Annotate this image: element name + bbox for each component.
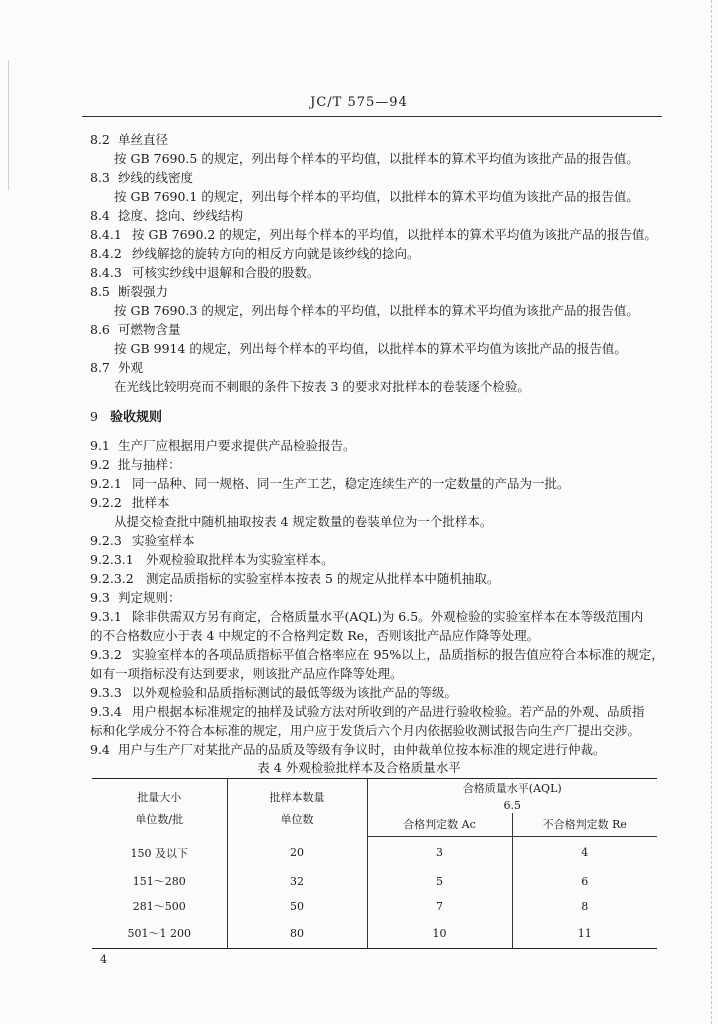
clause-number: 8.3 [90, 170, 110, 185]
cell-re: 6 [581, 874, 589, 888]
clause-text: 按 GB 7690.5 的规定，列出每个样本的平均值，以批样本的算术平均值为该批产品的报告值。 [114, 151, 639, 166]
lot-size-unit: 单位数/批 [135, 812, 184, 826]
clause-number: 9.2 [90, 457, 110, 472]
clause-number: 9.2.3.2 [90, 571, 134, 586]
clause-number: 9.2.2 [90, 495, 122, 510]
cell-ac: 5 [367, 869, 512, 894]
aql-value: 6.5 [503, 798, 521, 812]
text-line [90, 552, 334, 568]
clause-text: 可燃物含量 [118, 322, 181, 337]
cell-re: 11 [512, 919, 657, 949]
clause-number: 9.3 [90, 590, 110, 605]
col-reject-header: 不合格判定数 Re [512, 813, 657, 837]
table-4 [92, 778, 657, 949]
clause-text: 判定规则： [118, 590, 181, 605]
clause-text: 在光线比较明亮而不刺眼的条件下按表 3 的要求对批样本的卷装逐个检验。 [114, 379, 530, 394]
clause-text: 测定品质指标的实验室样本按表 5 的规定从批样本中随机抽取。 [146, 571, 500, 586]
clause-number: 9.3.4 [90, 704, 122, 719]
standard-code: JC/T 575—94 [310, 95, 408, 110]
aql-label: 合格质量水平(AQL) [462, 781, 562, 795]
clause-number: 9.2.3.1 [90, 552, 134, 567]
clause-text: 按 GB 7690.1 的规定，列出每个样本的平均值，以批样本的算术平均值为该批产品的报告值。 [114, 189, 639, 204]
text-line [90, 170, 193, 186]
cell-sample: 50 [227, 894, 367, 919]
text-line [90, 360, 143, 376]
text-line [90, 590, 181, 606]
clause-number: 9 [90, 409, 98, 424]
page-number: 4 [100, 953, 107, 966]
text-line [90, 666, 403, 682]
table-caption: 表 4 外观检验批样本及合格质量水平 [257, 760, 461, 775]
clause-text: 从提交检查批中随机抽取按表 4 规定数量的卷装单位为一个批样本。 [114, 514, 493, 529]
clause-text: 标和化学成分不符合本标准的规定，用户应于发货后六个月内依据验收测试报告向生产厂提出交涉。 [90, 723, 641, 738]
col-aql-header [367, 779, 657, 813]
section-title: 验收规则 [110, 410, 163, 425]
clause-text: 的不合格数应小于表 4 中规定的不合格判定数 Re，否则该批产品应作降等处理。 [90, 628, 540, 643]
clause-text: 生产厂应根据用户要求提供产品检验报告。 [118, 438, 356, 453]
text-line [90, 609, 643, 625]
col-accept-header: 合格判定数 Ac [367, 813, 512, 837]
clause-text: 按 GB 7690.2 的规定，列出每个样本的平均值，以批样本的算术平均值为该批产品的报告值。 [132, 227, 657, 242]
scan-margin-line [8, 60, 9, 190]
clause-text: 除非供需双方另有商定，合格质量水平(AQL)为 6.5。外观检验的实验室样本在本等级范围内 [132, 609, 644, 624]
table-row [92, 869, 657, 894]
clause-text: 外观 [118, 360, 144, 375]
clause-text: 外观检验取批样本为实验室样本。 [146, 552, 334, 567]
text-line [90, 246, 420, 262]
cell-lot: 501～1 200 [92, 919, 227, 949]
text-line [114, 189, 639, 205]
table-row [92, 919, 657, 949]
text-line [90, 742, 606, 758]
text-line [114, 303, 639, 319]
clause-text: 纱线的线密度 [118, 170, 194, 185]
cell-re: 4 [581, 846, 589, 860]
text-line [90, 628, 539, 644]
clause-text: 批与抽样： [118, 457, 181, 472]
clause-text: 按 GB 7690.3 的规定，列出每个样本的平均值，以批样本的算术平均值为该批产品的报告值。 [114, 303, 639, 318]
text-line [90, 208, 243, 224]
text-line [114, 151, 639, 167]
clause-text: 捻度、捻向、纱线结构 [118, 208, 244, 223]
cell-lot: 151～280 [92, 869, 227, 894]
lot-size-label: 批量大小 [137, 790, 182, 804]
clause-text: 批样本 [132, 495, 170, 510]
cell-ac: 10 [367, 919, 512, 949]
table-row [92, 837, 657, 869]
text-line [90, 647, 664, 663]
clause-number: 9.2.3 [90, 533, 122, 548]
col-sample-size-header [227, 779, 367, 837]
text-line [90, 704, 645, 720]
clause-text: 用户根据本标准规定的抽样及试验方法对所收到的产品进行验收检验。若产品的外观、品质指 [132, 704, 645, 719]
clause-text: 纱线解捻的旋转方向的相反方向就是该纱线的捻向。 [132, 246, 420, 261]
clause-number: 8.4.1 [90, 227, 122, 242]
scan-edge-line [711, 0, 712, 1024]
clause-text: 可核实纱线中退解和合股的股数。 [132, 265, 320, 280]
text-line [90, 685, 457, 701]
sample-size-label: 批样本数量 [269, 790, 325, 804]
text-line [90, 476, 570, 492]
sample-size-unit: 单位数 [280, 812, 314, 826]
clause-number: 9.4 [90, 742, 110, 757]
text-line [90, 227, 657, 243]
clause-text: 同一品种、同一规格、同一生产工艺，稳定连续生产的一定数量的产品为一批。 [132, 476, 570, 491]
cell-ac: 7 [367, 894, 512, 919]
clause-text: 断裂强力 [118, 284, 169, 299]
clause-text: 单丝直径 [118, 132, 169, 147]
text-line [90, 438, 356, 454]
text-line [90, 322, 181, 338]
text-line [114, 341, 627, 357]
clause-text: 实验室样本 [132, 533, 195, 548]
text-line [90, 533, 195, 549]
col-lot-size-header [92, 779, 227, 837]
text-line [90, 571, 499, 587]
clause-number: 8.2 [90, 132, 110, 147]
clause-number: 9.1 [90, 438, 110, 453]
cell-ac: 3 [367, 837, 512, 869]
text-line [90, 409, 162, 426]
text-line [90, 284, 168, 300]
clause-text: 以外观检验和品质指标测试的最低等级为该批产品的等级。 [132, 685, 458, 700]
cell-sample: 20 [227, 837, 367, 869]
text-line [90, 265, 320, 281]
clause-number: 8.5 [90, 284, 110, 299]
clause-number: 9.3.2 [90, 647, 122, 662]
clause-number: 8.4 [90, 208, 110, 223]
clause-number: 9.2.1 [90, 476, 122, 491]
cell-lot: 281～500 [92, 894, 227, 919]
clause-number: 8.6 [90, 322, 110, 337]
clause-number: 9.3.3 [90, 685, 122, 700]
text-line [90, 132, 168, 148]
clause-number: 9.3.1 [90, 609, 122, 624]
text-line [90, 457, 181, 473]
text-line [90, 495, 170, 511]
text-line [114, 379, 530, 395]
clause-text: 按 GB 9914 的规定，列出每个样本的平均值，以批样本的算术平均值为该批产品的报告值。 [114, 341, 627, 356]
text-line [114, 514, 492, 530]
header-rule [82, 116, 662, 117]
cell-sample: 80 [227, 919, 367, 949]
cell-re: 8 [581, 899, 589, 913]
clause-number: 8.7 [90, 360, 110, 375]
table-row [92, 894, 657, 919]
clause-text: 如有一项指标没有达到要求，则该批产品应作降等处理。 [90, 666, 403, 681]
cell-lot: 150 及以下 [92, 837, 227, 869]
clause-text: 实验室样本的各项品质指标平值合格率应在 95%以上，品质指标的报告值应符合本标准的规定， [132, 647, 664, 662]
text-line [90, 723, 640, 739]
cell-sample: 32 [227, 869, 367, 894]
clause-number: 8.4.3 [90, 265, 122, 280]
clause-number: 8.4.2 [90, 246, 122, 261]
clause-text: 用户与生产厂对某批产品的品质及等级有争议时，由仲裁单位按本标准的规定进行仲裁。 [118, 742, 606, 757]
